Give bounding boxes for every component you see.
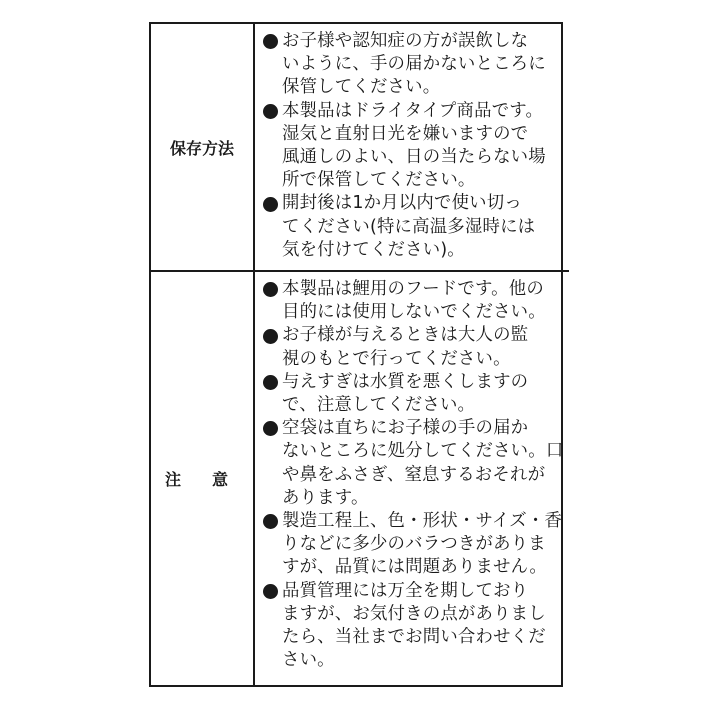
bullet-icon bbox=[263, 100, 282, 123]
storage-item-text bbox=[282, 100, 563, 193]
storage-item bbox=[263, 192, 563, 262]
text-line: 本製品はドライタイプ商品です。 bbox=[282, 100, 544, 121]
text-line: 目的には使用しないでください。 bbox=[282, 302, 546, 323]
caution-item bbox=[263, 580, 563, 673]
text-line: 空袋は直ちにお子様の手の届か bbox=[282, 418, 529, 439]
text-line: や鼻をふさぎ、窒息するおそれが bbox=[282, 464, 546, 485]
text-line: ないところに処分してください。口 bbox=[282, 441, 564, 462]
caution-item-text bbox=[282, 510, 563, 580]
caution-item bbox=[263, 278, 563, 324]
bullet-icon bbox=[263, 510, 282, 533]
caution-item bbox=[263, 371, 563, 417]
storage-item-text bbox=[282, 30, 563, 100]
text-line: 開封後は1か月以内で使い切っ bbox=[282, 193, 522, 214]
text-line: 製造工程上、色・形状・サイズ・香 bbox=[282, 511, 563, 532]
caution-content bbox=[255, 272, 569, 685]
storage-item bbox=[263, 30, 563, 100]
caution-label-left: 注 bbox=[165, 470, 183, 489]
text-line: 所で保管してください。 bbox=[282, 170, 476, 191]
text-line: 気を付けてください)。 bbox=[282, 239, 465, 260]
caution-item-text bbox=[282, 371, 563, 417]
text-line: 風通しのよい、日の当たらない場 bbox=[282, 147, 546, 168]
text-line: いように、手の届かないところに bbox=[282, 54, 546, 75]
text-line: 品質管理には万全を期しており bbox=[282, 580, 529, 601]
bullet-icon bbox=[263, 417, 282, 440]
text-line: すが、品質には問題ありません。 bbox=[282, 557, 547, 578]
caution-label bbox=[151, 272, 255, 685]
text-line: で、注意してください。 bbox=[282, 395, 476, 416]
text-line: お子様や認知症の方が誤飲しな bbox=[282, 31, 529, 51]
caution-label-right: 意 bbox=[211, 470, 229, 489]
bullet-icon bbox=[263, 30, 282, 53]
caution-item bbox=[263, 510, 563, 580]
text-line: たら、当社までお問い合わせくだ bbox=[282, 627, 546, 648]
storage-item bbox=[263, 100, 563, 193]
caution-item bbox=[263, 324, 563, 370]
caution-item-text bbox=[282, 580, 563, 673]
text-line: 本製品は鯉用のフードです。他の bbox=[282, 279, 544, 299]
caution-item-text bbox=[282, 324, 563, 370]
text-line: お子様が与えるときは大人の監 bbox=[282, 325, 529, 346]
text-line: 与えすぎは水質を悪くしますの bbox=[282, 371, 529, 392]
text-line: 湿気と直射日光を嫌いますので bbox=[282, 123, 529, 144]
bullet-icon bbox=[263, 278, 282, 301]
text-line: さい。 bbox=[282, 650, 335, 671]
info-table bbox=[149, 22, 563, 687]
storage-label bbox=[151, 24, 255, 272]
text-line: 保管してください。 bbox=[282, 77, 441, 98]
caution-item bbox=[263, 417, 563, 510]
text-line: 視のもとで行ってください。 bbox=[282, 348, 511, 369]
bullet-icon bbox=[263, 580, 282, 603]
caution-item-text bbox=[282, 417, 563, 510]
storage-item-text bbox=[282, 192, 563, 262]
text-line: ますが、お気付きの点がありまし bbox=[282, 603, 546, 624]
text-line: てください(特に高温多湿時には bbox=[282, 216, 536, 237]
bullet-icon bbox=[263, 371, 282, 394]
bullet-icon bbox=[263, 324, 282, 347]
storage-content bbox=[255, 24, 569, 272]
bullet-icon bbox=[263, 192, 282, 215]
caution-item-text bbox=[282, 278, 563, 324]
text-line: あります。 bbox=[282, 487, 369, 508]
storage-label-text: 保存方法 bbox=[169, 138, 234, 158]
text-line: りなどに多少のバラつきがありま bbox=[282, 534, 546, 555]
